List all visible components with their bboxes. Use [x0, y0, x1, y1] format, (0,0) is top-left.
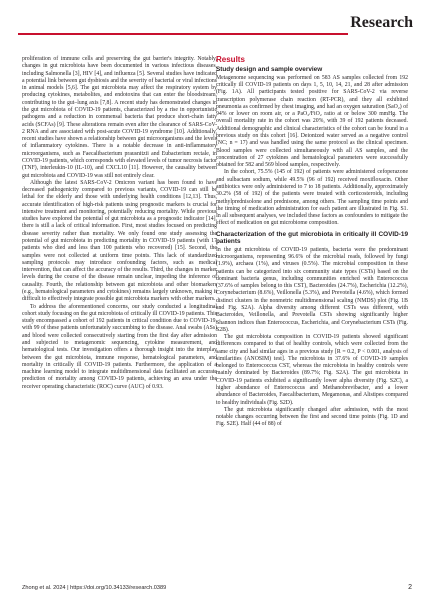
- footer-citation: Zhong et al. 2024 | https://doi.org/10.34133/research.0389: [22, 585, 167, 591]
- section-title-results: Results: [216, 55, 245, 64]
- header-rule: [18, 33, 348, 35]
- subsection-title: Characterization of the gut microbiota in critically ill COVID-19 patients: [216, 230, 408, 246]
- paragraph: Metagenome sequencing was performed on 583 AS samples collected from 192 critically ill COVID-19 patients on days 1, 5, 10, 14, 21, and 28 after admission (Fig. 1A). All participants tested positive for SARS-CoV-2 via reverse transcription polymerase chain reaction (RT-PCR), and they all exhibited pneumonia as confirmed by chest imaging, and had an oxygen saturation (SaO₂) of 94% or lower on room air, or a PaO₂/FiO₂ ratio at or below 300 mmHg. The overall mortality rate in the cohort was 20%, with 39 of 192 patients deceased. Additional demographic and clinical characteristics of the cohort can be found in a previous study on this cohort [16]. Deionized water served as a negative control (NC; n = 17) and was handled using the same protocol as the clinical specimen. Blood samples were collected simultaneously with all AS samples, and the concentration of 27 cytokines and hematological parameters were successfully obtained for 582 and 569 blood samples, respectively.: [216, 74, 408, 169]
- paragraph: To address the aforementioned concerns, our study conducted a longitudinal cohort study focusing on the gut microbiota of critically ill COVID-19 patients. This study encompassed a cohort of 192 patients in critical condition due to COVID-19, with 99 of these patients unfortunately succumbing to the disease. Anal swabs (ASs) and blood were collected consecutively starting from the first day after admission and subjected to metagenomic sequencing, cytokine measurement, and hematological tests. Our investigation offers a thorough insight into the interplay between the gut microbiota, immune response, hematological parameters, and mortality in critically ill COVID-19 patients. Furthermore, the application of a machine learning model to integrate multidimensional data facilitated an accurate prediction of mortality among COVID-19 patients, achieving an area under the receiver operating characteristic (ROC) curve (AUC) of 0.93.: [22, 303, 217, 390]
- paragraph: In the cohort, 75.5% (145 of 192) of patients were administered cefoperazone and sulbactam sodium, while 49.5% (96 of 192) received moxifloxacin. Other antibiotics were only administered to 7 to 18 patients. Additionally, approximately 30.2% (58 of 192) of the patients were treated with corticosteroids, including methylprednisolone and prednisone, among others. The sampling time points and the timing of medication administration for each patient are illustrated in Fig. S1. In all subsequent analyses, we included these factors as confounders to mitigate the effect of medication on gut microbiome composition.: [216, 169, 408, 227]
- paragraph: Although the latest SARS-CoV-2 Omicron variant has been found to have decreased pathogenicity compared to previous variants, COVID-19 can still be lethal for the elderly and those with underlying health conditions [12,13]. Thus, accurate identification of high-risk patients using prognostic markers is crucial for intensive treatment and monitoring, potentially reducing mortality. While previous studies have explored the potential of gut microbiota as a prognostic indicator [14], there is still a lack of critical information. First, most studies focused on predicting disease severity rather than mortality. We only found one study assessing the potential of gut microbiota in predicting mortality in COVID-19 patients (with 17 patients who died and less than 100 patients who recovered) [15]. Second, the samples were not collected at uniform time points. This lack of standardized sampling protocols may introduce confounding factors, such as medical intervention, that can affect the accuracy of the results. Third, the changes in marker levels during the course of the disease remain unclear, impeding the inference of causality. Fourth, the relationship between gut microbiota and other biomarkers (e.g., hematological parameters and cytokines) remains largely unknown, making it difficult to effectively integrate possible gut microbiota markers with other markers.: [22, 179, 217, 303]
- left-column: [22, 56, 217, 391]
- page-number: 2: [408, 584, 412, 591]
- paragraph: The gut microbiota composition in COVID-19 patients showed significant differences compared to that of healthy controls, which were collected from the same city and had similar ages in a previous study [R = 0.2, P < 0.001, analysis of similarities (ANOSIM) test]. The microbiota in 37.6% of COVID-19 samples belonged to Enterococcus CST, whereas the microbiota in healthy controls were mainly dominated by Bacteroides (89.7%; Fig. S2A). The gut microbiota in COVID-19 patients exhibited a significantly lower alpha diversity (Fig. S2C), a higher abundance of Enterococcus and Methanobrevibacter, and a lower abundance of Bacteroides, Faecalibacterium, Megamonas, and Alistipes compared to healthy individuals (Fig. S2D).: [216, 334, 408, 406]
- paragraph: In the gut microbiota of COVID-19 patients, bacteria were the predominant microorganisms, representing 96.6% of the microbial reads, followed by fungi (1.9%), archaea (1%), and viruses (0.5%). The microbial composition in these patients can be categorized into six community state types (CSTs) based on the dominant bacteria genus, including communities enriched with Enterococcus (37.6% of samples belong to this CST), Bacteroides (24.7%), Escherichia (12.2%), Corynebacterium (8.6%), Veillonella (5.3%), and Prevotella (4.6%), which formed distinct clusters in the nonmetric multidimensional scaling (NMDS) plot (Fig. 1B and Fig. S2A). Alpha diversity among different CSTs was different, with Bacteroides, Veillonella, and Prevotella CSTs showing significantly higher Shannon indices than Enterococcus, Escherichia, and Corynebacterium CSTs (Fig. S2B).: [216, 246, 408, 333]
- journal-name: Research: [350, 14, 413, 31]
- paragraph: proliferation of immune cells and preserving the gut barrier's integrity. Notably, changes in gut microbiota have been documented in various infectious diseases, including Salmonella [3], HIV [4], and influenza [5]. Several studies have indicated a potential link between gut dysbiosis and the severity of bacterial or viral infections in animal models [5,6]. The gut microbiota may affect the respiratory system by producing cytokines, metabolites, and endotoxins that can enter the bloodstream, contributing to the gut–lung axis [7,8]. A recent study has demonstrated changes in the gut microbiota of COVID-19 patients, characterized by a rise in opportunistic pathogens and a reduction in commensal bacteria that produce short-chain fatty acids (SCFAs) [9]. These alterations remain even after the clearance of SARS-CoV-2 RNA and are associated with post-acute COVID-19 syndrome [10]. Additionally, recent studies have shown a relationship between gut microorganisms and the levels of inflammatory cytokines. There is a notable decrease in anti-inflammatory microorganisms, such as Faecalibacterium prausnitzii and Eubacterium rectale, in COVID-19 patients, which corresponds with elevated levels of tumor necrosis factor (TNF), interleukin-10 (IL-10), and CXCL10 [11]. However, the causality between gut microbiota and COVID-19 was still not entirely clear.: [22, 56, 217, 179]
- subsection-title: Study design and sample overview: [216, 66, 323, 74]
- right-column: [216, 56, 408, 429]
- paragraph: The gut microbiota significantly changed after admission, with the most notable changes occurring between the first and second time points (Fig. 1D and Fig. S2E). Half (44 of 88) of: [216, 406, 408, 428]
